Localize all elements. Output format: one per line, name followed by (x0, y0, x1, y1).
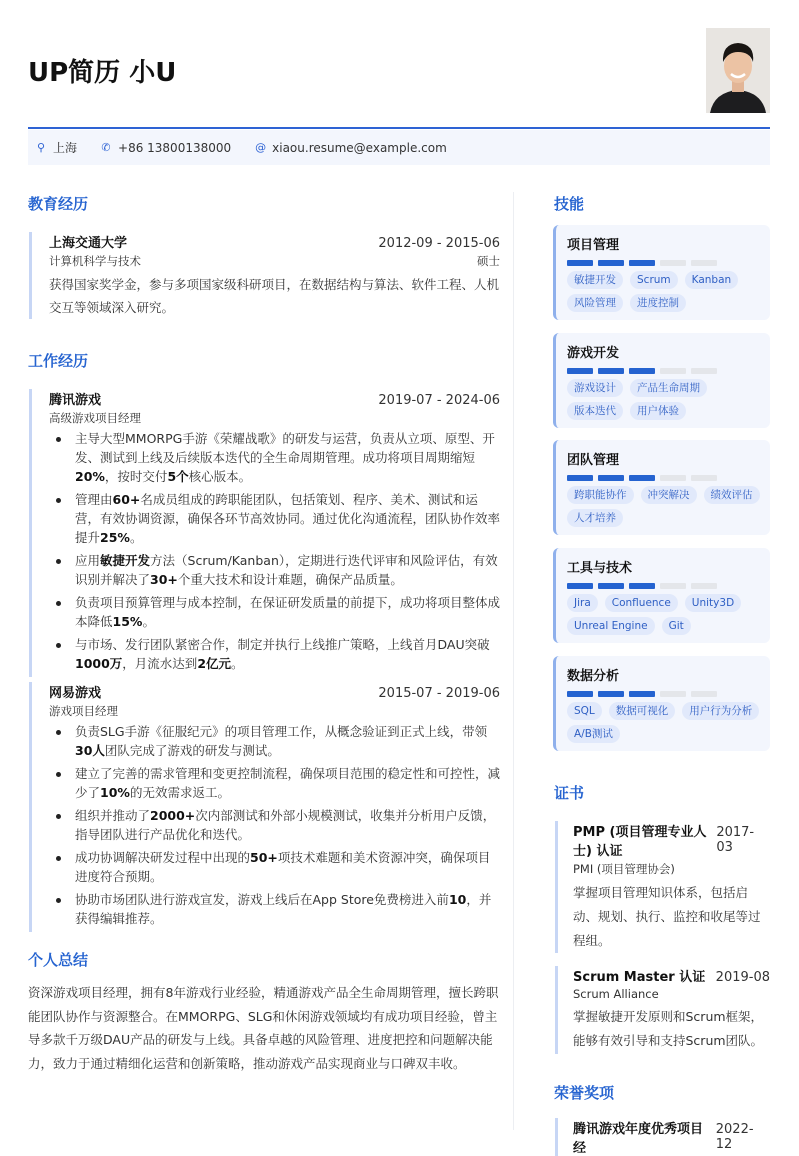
bullet-text: 协助市场团队进行游戏宣发，游戏上线后在App Store免费榜进入前 (75, 892, 449, 907)
skill-tag: 数据可视化 (609, 702, 676, 720)
bullet-text: 主导大型MMORPG手游《荣耀战歌》的研发与运营，负责从立项、原型、开发、测试到上线及后续版本迭代的全生命周期管理。成功将项目周期缩短 (75, 431, 495, 465)
skill-name: 游戏开发 (567, 346, 620, 361)
major: 计算机科学与技术 (49, 254, 141, 268)
skill-level-segment (567, 368, 593, 374)
skill-level-segment (691, 691, 717, 697)
bullet-text: 管理由 (75, 492, 113, 507)
highlight-text: 15% (112, 614, 143, 629)
work-entry (29, 682, 500, 932)
skill-tag: A/B测试 (567, 725, 620, 743)
work-bullet (49, 722, 500, 760)
contact-bar (28, 130, 770, 165)
cert-name: PMP (项目管理专业人士) 认证 (573, 825, 707, 859)
work-bullet (49, 764, 500, 802)
work-bullet (49, 490, 500, 547)
bullet-text: 方法（Scrum/Kanban），定期进行迭代评审和风险评估，有效识别并解决了 (75, 553, 498, 587)
skill-level-segment (629, 583, 655, 589)
skill-level-segment (660, 260, 686, 266)
bullet-text: 负责项目预算管理与成本控制，在保证研发质量的前提下，成功将项目整体成本降低 (75, 595, 501, 629)
skill-level-segment (598, 475, 624, 481)
certificate-entry (555, 966, 770, 1054)
skill-tags (567, 594, 760, 635)
bullet-text: 负责SLG手游《征服纪元》的项目管理工作，从概念验证到正式上线，带领 (75, 724, 488, 739)
skill-tag: 产品生命周期 (630, 379, 707, 397)
skill-tag: 用户行为分析 (682, 702, 759, 720)
location-text: 上海 (53, 141, 78, 155)
skill-level-segment (660, 691, 686, 697)
bullet-text: 。 (231, 656, 244, 671)
bullet-text: ，按时交付 (104, 469, 168, 484)
work-bullet (49, 635, 500, 673)
skill-level-segment (567, 260, 593, 266)
location-icon: ⚲ (36, 141, 46, 154)
bullet-text: 应用 (75, 553, 101, 568)
skill-level-segment (691, 368, 717, 374)
header-divider (28, 127, 770, 129)
skill-tag: Kanban (685, 271, 739, 289)
contact-location (36, 139, 77, 156)
profile-photo (706, 28, 770, 113)
email-text[interactable]: xiaou.resume@example.com (272, 140, 447, 155)
skill-tag: Jira (567, 594, 598, 612)
skill-tag: Scrum (630, 271, 678, 289)
skill-card (553, 656, 770, 751)
work-date: 2015-07 - 2019-06 (378, 686, 500, 701)
job-role: 游戏项目经理 (49, 704, 118, 718)
phone-icon: ✆ (101, 141, 111, 154)
education-date: 2012-09 - 2015-06 (378, 236, 500, 251)
bullet-text: 组织并推动了 (75, 808, 151, 823)
section-title-education: 教育经历 (28, 195, 89, 213)
section-title-certificates: 证书 (554, 784, 585, 802)
skill-level-segment (660, 368, 686, 374)
skill-tags (567, 486, 760, 527)
bullet-text: 名成员组成的跨职能团队，包括策划、程序、美术、测试和运营，有效协调资源，确保各环节高效协同。通过优化沟通流程，团队协作效率提升 (75, 492, 501, 545)
skill-tag: 用户体验 (630, 402, 686, 420)
skill-tag: 绩效评估 (704, 486, 760, 504)
skill-tag: Git (662, 617, 691, 635)
skill-tag: Confluence (605, 594, 678, 612)
section-title-honors: 荣誉奖项 (554, 1084, 615, 1102)
skill-tags (567, 271, 760, 312)
skill-name: 项目管理 (567, 238, 620, 253)
skill-level-segment (629, 691, 655, 697)
section-title-work: 工作经历 (28, 352, 89, 370)
skill-level-segment (691, 475, 717, 481)
honor-date: 2022-12 (715, 1122, 754, 1152)
skill-tag: 敏捷开发 (567, 271, 623, 289)
company-name: 腾讯游戏 (49, 393, 102, 408)
cert-date: 2019-08 (715, 970, 770, 985)
bullet-text: 个重大技术和设计难题，确保产品质量。 (177, 572, 403, 587)
job-role: 高级游戏项目经理 (49, 411, 141, 425)
highlight-text: 25% (100, 530, 130, 545)
skill-tag: 风险管理 (567, 294, 623, 312)
skill-name: 数据分析 (567, 669, 620, 684)
skill-level-segment (598, 368, 624, 374)
bullet-text: 次内部测试和外部小规模测试，收集并分析用户反馈，指导团队进行产品优化和迭代。 (75, 808, 496, 842)
skill-level-bar (567, 583, 760, 589)
skill-level-bar (567, 691, 760, 697)
work-bullet (49, 429, 500, 486)
highlight-text: 50+ (250, 850, 278, 865)
skill-tags (567, 702, 760, 743)
skill-level-segment (629, 475, 655, 481)
skill-level-segment (598, 691, 624, 697)
work-bullet (49, 890, 500, 928)
degree: 硕士 (477, 254, 500, 268)
company-name: 网易游戏 (49, 686, 102, 701)
skill-level-segment (598, 583, 624, 589)
email-icon: @ (255, 141, 267, 154)
bullet-text: 的无效需求返工。 (129, 785, 230, 800)
highlight-text: 2000+ (150, 808, 196, 823)
skill-level-segment (660, 583, 686, 589)
skill-card (553, 333, 770, 428)
avatar-icon (706, 28, 770, 113)
cert-org: PMI (项目管理协会) (573, 862, 675, 876)
section-title-skills: 技能 (554, 195, 585, 213)
skill-level-segment (629, 368, 655, 374)
skill-card (553, 548, 770, 643)
skill-level-segment (660, 475, 686, 481)
skill-tags (567, 379, 760, 420)
education-entry (29, 232, 500, 319)
bullet-text: 。 (129, 530, 143, 545)
highlight-text: 10% (100, 785, 130, 800)
highlight-text: 2亿元 (197, 656, 232, 671)
skill-level-segment (629, 260, 655, 266)
skill-name: 工具与技术 (567, 561, 633, 576)
skill-tag: 游戏设计 (567, 379, 623, 397)
cert-name: Scrum Master 认证 (573, 970, 706, 985)
bullet-text: ，月流水达到 (122, 656, 198, 671)
skill-level-segment (567, 691, 593, 697)
skill-tag: 进度控制 (630, 294, 686, 312)
work-bullets (49, 722, 500, 928)
highlight-text: 30+ (150, 572, 178, 587)
section-title-summary: 个人总结 (28, 951, 89, 969)
skill-tag: 版本迭代 (567, 402, 623, 420)
skill-level-segment (598, 260, 624, 266)
bullet-text: 与市场、发行团队紧密合作，制定并执行上线推广策略，上线首月DAU突破 (75, 637, 490, 652)
skill-level-bar (567, 260, 760, 266)
bullet-text: 成功协调解决研发过程中出现的 (75, 850, 251, 865)
highlight-text: 20% (75, 469, 105, 484)
highlight-text: 5个 (167, 469, 189, 484)
skill-level-segment (567, 475, 593, 481)
summary-text: 资深游戏项目经理，拥有8年游戏行业经验，精通游戏产品全生命周期管理，擅长跨职能团队协作与资源整合。在MMORPG、SLG和休闲游戏领域均有成功项目经验，曾主导多款千万级DAU产品的研发与上线。具备卓越的风险管理、进度把控和问题解决能力，致力于通过精细化运营和创新策略，推动游戏产品实现商业与口碑双丰收。 (28, 985, 499, 1071)
skill-tag: 冲突解决 (641, 486, 697, 504)
cert-desc: 掌握敏捷开发原则和Scrum框架，能够有效引导和支持Scrum团队。 (573, 1009, 764, 1048)
column-divider (513, 192, 514, 1130)
school-name: 上海交通大学 (49, 236, 128, 251)
bullet-text: 核心版本。 (188, 469, 252, 484)
phone-text[interactable]: +86 13800138000 (118, 140, 232, 155)
contact-phone[interactable] (101, 141, 231, 155)
skill-tag: Unreal Engine (567, 617, 655, 635)
skill-tag: 跨职能协作 (567, 486, 634, 504)
honor-entry (555, 1118, 770, 1156)
skill-tag: Unity3D (685, 594, 741, 612)
education-desc: 获得国家奖学金，参与多项国家级科研项目，在数据结构与算法、软件工程、人机交互等领域深入研究。 (49, 277, 500, 315)
highlight-text: 敏捷开发 (100, 553, 151, 568)
candidate-name: UP简历 小U (28, 58, 177, 88)
skill-card (553, 440, 770, 535)
skill-level-bar (567, 368, 760, 374)
work-bullet (49, 593, 500, 631)
bullet-text: ，并获得编辑推荐。 (75, 892, 492, 926)
certificate-entry (555, 821, 770, 953)
skill-card (553, 225, 770, 320)
work-bullet (49, 806, 500, 844)
work-bullet (49, 551, 500, 589)
honor-name: 腾讯游戏年度优秀项目经 (573, 1122, 704, 1156)
bullet-text: 。 (142, 614, 155, 629)
work-date: 2019-07 - 2024-06 (378, 393, 500, 408)
skill-tag: 人才培养 (567, 509, 623, 527)
skill-tag: SQL (567, 702, 602, 720)
skill-name: 团队管理 (567, 453, 620, 468)
highlight-text: 30人 (75, 743, 105, 758)
bullet-text: 团队完成了游戏的研发与测试。 (104, 743, 280, 758)
skill-level-segment (567, 583, 593, 589)
skill-level-segment (691, 583, 717, 589)
highlight-text: 1000万 (75, 656, 123, 671)
contact-email[interactable] (255, 141, 447, 155)
skill-level-bar (567, 475, 760, 481)
bullet-text: 建立了完善的需求管理和变更控制流程，确保项目范围的稳定性和可控性，减少了 (75, 766, 501, 800)
work-entry (29, 389, 500, 677)
bullet-text: 项技术难题和美术资源冲突，确保项目进度符合预期。 (75, 850, 491, 884)
cert-org: Scrum Alliance (573, 987, 659, 1001)
highlight-text: 10 (448, 892, 467, 907)
cert-date: 2017-03 (716, 825, 755, 855)
work-bullets (49, 429, 500, 673)
skill-level-segment (691, 260, 717, 266)
highlight-text: 60+ (112, 492, 141, 507)
work-bullet (49, 848, 500, 886)
cert-desc: 掌握项目管理知识体系，包括启动、规划、执行、监控和收尾等过程组。 (573, 885, 761, 948)
